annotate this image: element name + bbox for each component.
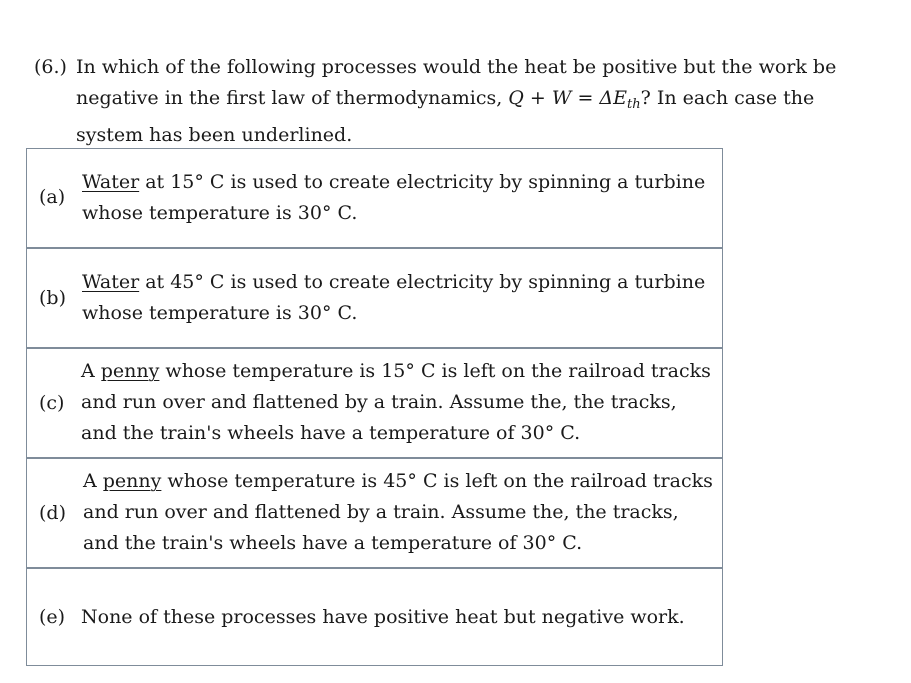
- option-a[interactable]: [27, 149, 722, 248]
- option-text: [82, 267, 716, 329]
- option-rest: at 45° C is used to create electricity by spinning a turbine whose temperature is 30° C.: [82, 271, 706, 324]
- option-text: [81, 356, 716, 449]
- option-label: (a): [39, 186, 66, 208]
- underlined-system: penny: [102, 470, 162, 492]
- question-text-after: ? In each case the system has been underlined.: [76, 87, 815, 146]
- option-prefix: A: [81, 360, 101, 382]
- question-number: (6.): [34, 56, 67, 78]
- question-block: [34, 52, 864, 151]
- option-text: None of these processes have positive heat but negative work.: [81, 606, 685, 628]
- option-label: (d): [39, 502, 66, 524]
- option-rest: at 15° C is used to create electricity by spinning a turbine whose temperature is 30° C.: [82, 171, 706, 224]
- option-c[interactable]: [27, 347, 722, 458]
- option-b[interactable]: [27, 247, 722, 348]
- equation: Q + W = ΔE: [508, 87, 627, 109]
- option-d[interactable]: [27, 457, 722, 568]
- equation-subscript: th: [627, 97, 641, 112]
- option-label: (c): [39, 392, 65, 414]
- underlined-system: penny: [100, 360, 160, 382]
- option-text: [82, 167, 716, 229]
- option-rest: whose temperature is 15° C is left on the railroad tracks and run over and flattened by a train. Assume the, the tracks, and the train's wheels have a temperature of 30° C.: [81, 360, 711, 444]
- underlined-system: Water: [82, 171, 140, 193]
- option-label: (e): [39, 606, 66, 628]
- option-rest: whose temperature is 45° C is left on the railroad tracks and run over and flattened by a train. Assume the, the tracks, and the train's wheels have a temperature of 30° C.: [83, 470, 713, 554]
- underlined-system: Water: [82, 271, 140, 293]
- question-text: [76, 52, 864, 151]
- option-label: (b): [39, 287, 66, 309]
- option-e[interactable]: [27, 567, 722, 667]
- question-text-before: In which of the following processes would the heat be positive but the work be negative in the first law of thermodynamics,: [76, 56, 837, 109]
- option-prefix: A: [83, 470, 103, 492]
- option-text: [83, 466, 716, 559]
- options-table: [26, 148, 723, 666]
